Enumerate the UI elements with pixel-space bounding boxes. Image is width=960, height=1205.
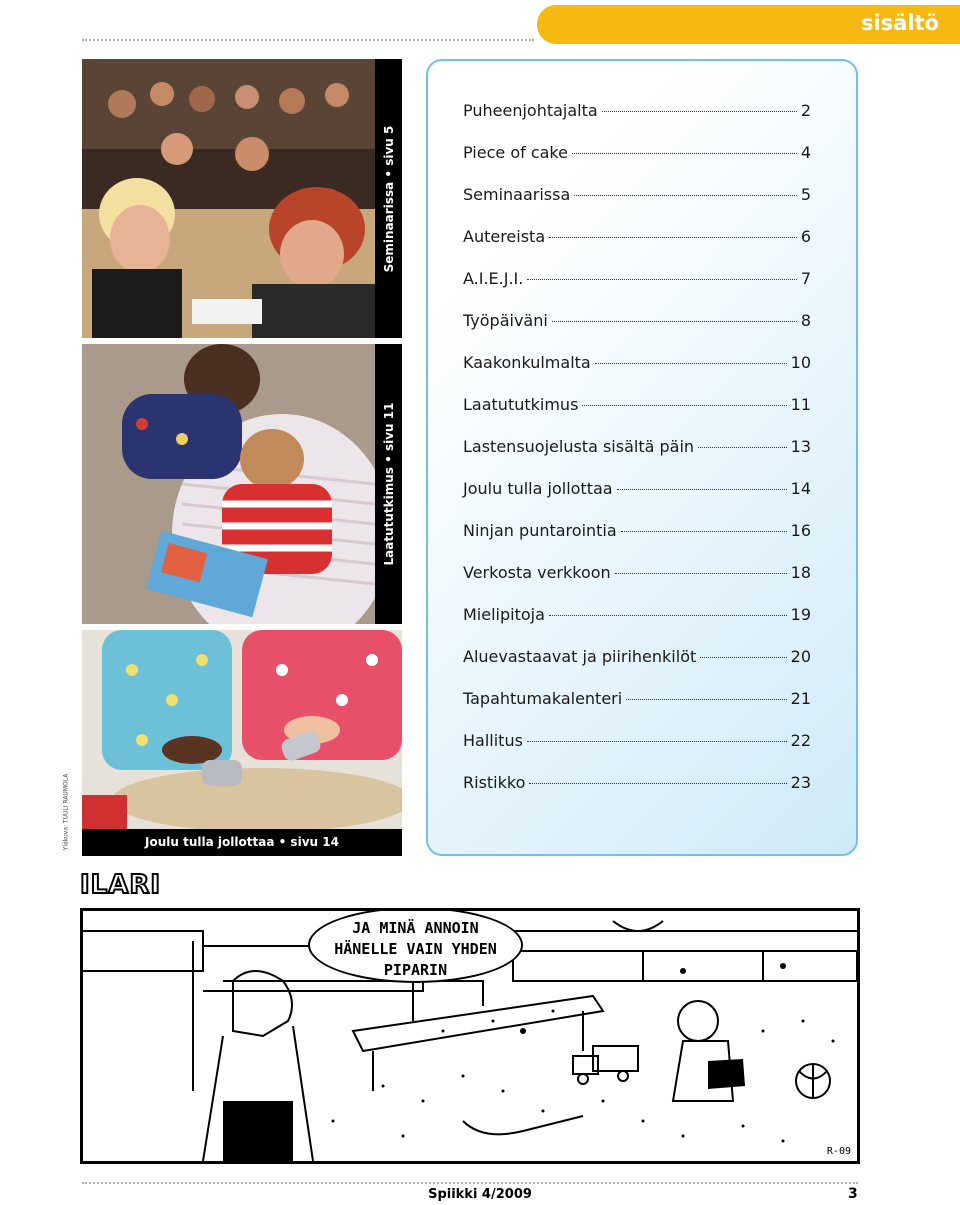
toc-entry[interactable] xyxy=(463,605,811,627)
toc-entry[interactable] xyxy=(463,143,811,165)
toc-entry-page: 21 xyxy=(790,689,811,708)
toc-entry-title: Mielipitoja xyxy=(463,605,545,624)
toc-entry[interactable] xyxy=(463,311,811,333)
toc-leader-dots xyxy=(527,741,787,742)
toc-leader-dots xyxy=(617,489,787,490)
toc-entry[interactable] xyxy=(463,689,811,711)
toc-entry-title: Tapahtumakalenteri xyxy=(463,689,623,708)
toc-entry-page: 13 xyxy=(790,437,811,456)
toc-entry-title: Hallitus xyxy=(463,731,523,750)
toc-leader-dots xyxy=(527,279,796,280)
toc-entry-title: Työpäiväni xyxy=(463,311,548,330)
toc-entry[interactable] xyxy=(463,101,811,123)
toc-entry[interactable] xyxy=(463,479,811,501)
toc-entry[interactable] xyxy=(463,773,811,795)
photo-credit-text: Yläkuva: TUULI RAUMOLA xyxy=(62,773,70,851)
toc-leader-dots xyxy=(552,321,797,322)
toc-entry-title: Piece of cake xyxy=(463,143,568,162)
baking-photo xyxy=(82,630,402,829)
seminar-caption-bar xyxy=(375,59,402,338)
toc-entry-title: Puheenjohtajalta xyxy=(463,101,598,120)
toc-entry-title: Joulu tulla jollottaa xyxy=(463,479,613,498)
toc-entry[interactable] xyxy=(463,269,811,291)
toc-leader-dots xyxy=(602,111,797,112)
toc-leader-dots xyxy=(582,405,786,406)
laatututkimus-caption: Laatututkimus • sivu 11 xyxy=(381,402,396,566)
toc-leader-dots xyxy=(698,447,787,448)
toc-entry-title: Aluevastaavat ja piirihenkilöt xyxy=(463,647,697,666)
toc-entry-title: Seminaarissa xyxy=(463,185,571,204)
toc-leader-dots xyxy=(529,783,786,784)
children-reading-photo xyxy=(82,344,375,624)
header-dotted-rule xyxy=(82,39,534,41)
toc-entry-page: 23 xyxy=(790,773,811,792)
toc-leader-dots xyxy=(615,573,787,574)
joulu-caption: Joulu tulla jollottaa • sivu 14 xyxy=(82,829,402,856)
toc-entry[interactable] xyxy=(463,437,811,459)
toc-entry-page: 7 xyxy=(800,269,811,288)
comic-strip xyxy=(80,908,860,1164)
toc-entry[interactable] xyxy=(463,185,811,207)
toc-leader-dots xyxy=(549,237,797,238)
toc-entry[interactable] xyxy=(463,521,811,543)
table-of-contents xyxy=(426,59,858,856)
toc-entry-page: 8 xyxy=(800,311,811,330)
footer-dotted-rule xyxy=(82,1182,858,1184)
seminar-photo xyxy=(82,59,375,338)
speech-bubble xyxy=(308,908,523,983)
toc-entry-page: 11 xyxy=(790,395,811,414)
toc-entry-page: 2 xyxy=(800,101,811,120)
toc-entry-title: Laatututkimus xyxy=(463,395,579,414)
photo-credit xyxy=(60,772,72,852)
speech-line-1: JA MINÄ ANNOIN xyxy=(352,919,479,937)
toc-entry-title: Ristikko xyxy=(463,773,526,792)
toc-entry[interactable] xyxy=(463,395,811,417)
toc-entry-page: 5 xyxy=(800,185,811,204)
speech-line-2: HÄNELLE VAIN YHDEN xyxy=(334,940,497,958)
toc-entry-title: Autereista xyxy=(463,227,546,246)
toc-leader-dots xyxy=(595,363,787,364)
toc-entry[interactable] xyxy=(463,353,811,375)
toc-entry-page: 22 xyxy=(790,731,811,750)
section-tab xyxy=(537,5,960,44)
footer-page-number: 3 xyxy=(848,1186,858,1202)
toc-leader-dots xyxy=(626,699,786,700)
toc-leader-dots xyxy=(621,531,787,532)
toc-entry-page: 19 xyxy=(790,605,811,624)
toc-entry-title: Ninjan puntarointia xyxy=(463,521,617,540)
speech-line-3: PIPARIN xyxy=(383,961,448,979)
toc-entry-title: Verkosta verkkoon xyxy=(463,563,611,582)
toc-entry-title: Kaakonkulmalta xyxy=(463,353,591,372)
section-tab-label: sisältö xyxy=(860,11,939,35)
toc-entry[interactable] xyxy=(463,731,811,753)
toc-entry-page: 18 xyxy=(790,563,811,582)
toc-entry-page: 10 xyxy=(790,353,811,372)
toc-leader-dots xyxy=(700,657,786,658)
toc-entry-title: A.I.E.J.I. xyxy=(463,269,524,288)
toc-entry-page: 6 xyxy=(800,227,811,246)
seminar-caption: Seminaarissa • sivu 5 xyxy=(381,125,396,272)
toc-entry-title: Lastensuojelusta sisältä päin xyxy=(463,437,695,456)
toc-leader-dots xyxy=(574,195,797,196)
toc-entry-page: 14 xyxy=(790,479,811,498)
toc-entry-page: 20 xyxy=(790,647,811,666)
toc-entry[interactable] xyxy=(463,227,811,249)
comic-signature: R-09 xyxy=(826,1146,851,1157)
laatututkimus-caption-bar xyxy=(375,344,402,624)
comic-title: ILARI xyxy=(80,870,162,900)
toc-entry-page: 4 xyxy=(800,143,811,162)
toc-entry-page: 16 xyxy=(790,521,811,540)
toc-entry[interactable] xyxy=(463,563,811,585)
toc-leader-dots xyxy=(572,153,797,154)
footer-publication: Spiikki 4/2009 xyxy=(428,1187,532,1202)
toc-entry[interactable] xyxy=(463,647,811,669)
toc-leader-dots xyxy=(549,615,787,616)
